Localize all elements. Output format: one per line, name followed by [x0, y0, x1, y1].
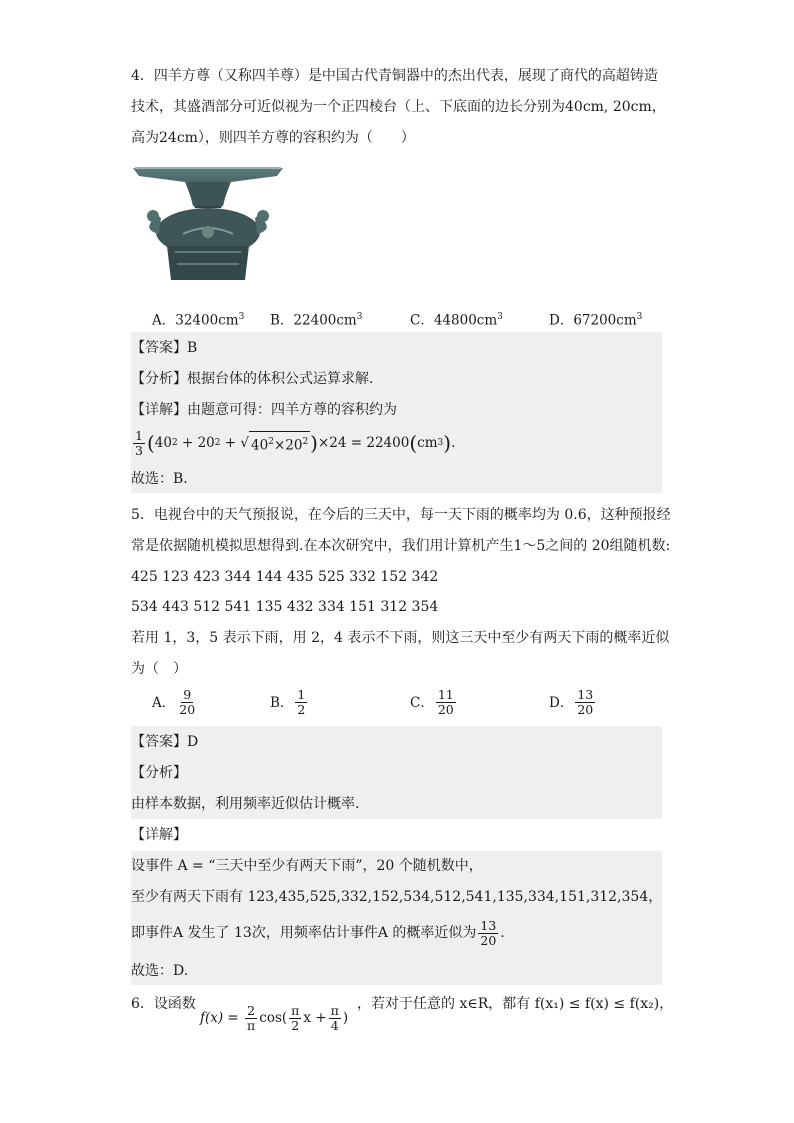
q5-conclusion: 故选：D. [131, 963, 189, 979]
q5-detail-line-2: 至少有两天下雨有 123,435,525,332,152,534,512,541,135,334,151,312,354， [131, 889, 663, 905]
q5-stem-line-3: 若用 1，3，5 表示下雨，用 2，4 表示不下雨，则这三天中至少有两天下雨的概率近似 [131, 630, 670, 646]
q5-analysis-tag: 【分析】 [131, 765, 187, 781]
q5-option-c: C． $\frac{11}{20}$ [410, 687, 454, 717]
q4-conclusion: 故选：B. [131, 471, 188, 487]
q4-option-b: B．$22400cm^3$ [270, 312, 363, 329]
q5-option-b: B． $\frac{1}{2}$ [270, 687, 306, 717]
q5-stem-line-1: 5．电视台中的天气预报说，在今后的三天中，每一天下雨的概率均为 0.6，这种预报经 [131, 507, 671, 523]
q6-function: f(x) = $\frac{2}{\pi}$ cos( $\frac{\pi}{2}$ x + $\frac{\pi}{4}$ ) [200, 1002, 349, 1033]
q6-prefix: 6．设函数 [131, 996, 196, 1012]
q5-numbers-row-1: 425 123 423 344 144 435 525 332 152 342 [131, 569, 439, 585]
q5-option-a: A． $\frac{9}{20}$ [152, 687, 196, 717]
q4-analysis: 【分析】根据台体的体积公式运算求解. [131, 371, 374, 387]
q5-answer: 【答案】D [131, 734, 199, 750]
bronze-zun-image [131, 160, 285, 290]
q4-option-d: D．$67200cm^3$ [549, 312, 643, 329]
q5-detail-line-3: 即事件A 发生了 13次，用频率估计事件A 的概率近似为 $\frac{13}{20}$ . [131, 917, 505, 948]
q5-detail-line-1: 设事件 A = “三天中至少有两天下雨”，20 个随机数中， [131, 858, 483, 874]
q4-stem-line-3: 高为24cm），则四羊方尊的容积约为（ ） [131, 130, 415, 146]
q4-stem-line-2: 技术，其盛酒部分可近似视为一个正四棱台（上、下底面的边长分别为40cm, 20cm， [131, 99, 666, 115]
q5-detail-tag: 【详解】 [131, 827, 187, 843]
q4-option-a: A．$32400cm^3$ [152, 312, 245, 329]
q4-answer: 【答案】B [131, 340, 198, 356]
q4-option-c: C．$44800cm^3$ [410, 312, 503, 329]
q5-stem-line-4: 为（ ） [131, 661, 187, 677]
q5-analysis: 由样本数据，利用频率近似估计概率. [131, 796, 360, 812]
q5-numbers-row-2: 534 443 512 541 135 432 334 151 312 354 [131, 599, 439, 615]
q4-formula: $\frac{1}{3}$ ( 40 2 + 20 2 + √ $40^2\times 20^2$ ) ×24 = 22400 ( cm 3 ) . [135, 427, 456, 458]
q6-suffix: ，若对于任意的 x∈R，都有 f(x₁) ≤ f(x) ≤ f(x₂)， [357, 996, 674, 1012]
q5-stem-line-2: 常是依据随机模拟思想得到.在本次研究中，我们用计算机产生1～5之间的 20组随机数: [131, 538, 671, 554]
q4-detail: 【详解】由题意可得：四羊方尊的容积约为 [131, 402, 397, 418]
q4-stem-line-1: 4．四羊方尊（又称四羊尊）是中国古代青铜器中的杰出代表，展现了商代的高超铸造 [131, 68, 658, 84]
q5-option-d: D． $\frac{13}{20}$ [549, 687, 594, 717]
